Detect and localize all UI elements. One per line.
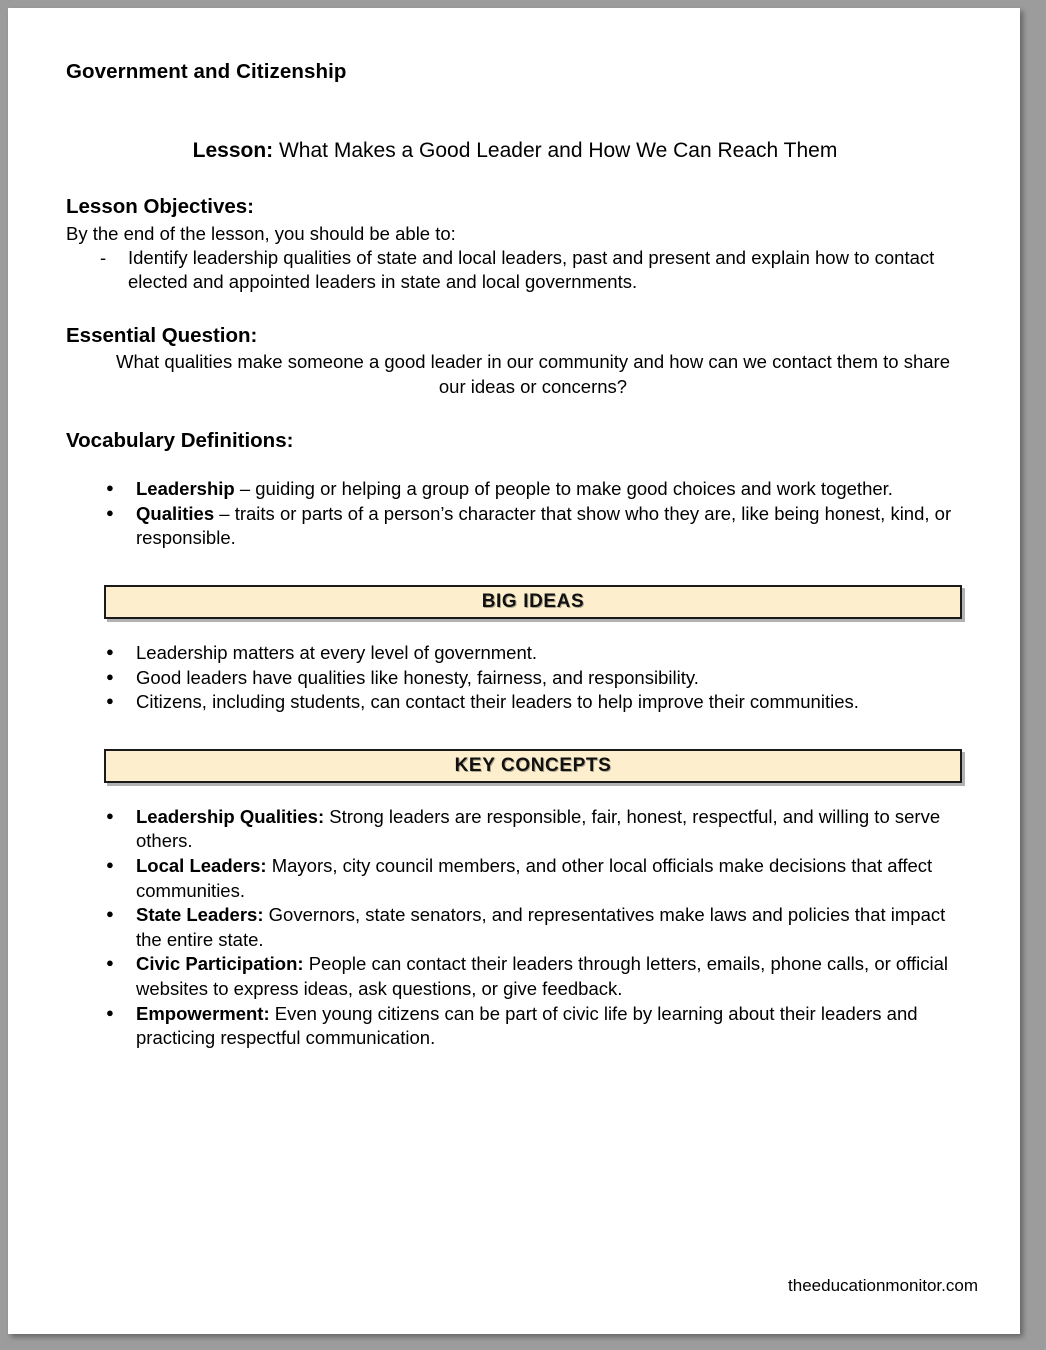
list-item (104, 805, 964, 854)
essential-question-heading: Essential Question: (66, 323, 258, 347)
key-concept-term: Leadership Qualities: (136, 805, 325, 827)
key-concept-definition: People can contact their leaders through letters, emails, phone calls, or official websites to express ideas, ask questions, or give feedback. (136, 953, 949, 999)
key-concepts-banner-label: KEY CONCEPTS (454, 754, 612, 776)
vocabulary-list (66, 477, 964, 551)
key-concepts-banner (104, 749, 962, 783)
vocabulary-term: Leadership (136, 478, 235, 500)
list-item: ● Citizens, including students, can contact their leaders to help improve their communities. (104, 690, 964, 715)
key-concept-term: Empowerment: (136, 1002, 270, 1024)
lesson-title-text: What Makes a Good Leader and How We Can Reach Them (273, 138, 838, 162)
key-concepts-list (66, 805, 964, 1051)
lesson-objectives-heading: Lesson Objectives: (66, 194, 254, 218)
essential-question-text: What qualities make someone a good leader in our community and how can we contact them to share our ideas or concerns? (116, 351, 950, 397)
list-item (104, 1002, 964, 1051)
lesson-title-line (66, 137, 964, 164)
key-concept-term: Local Leaders: (136, 854, 267, 876)
list-item (104, 477, 964, 502)
list-item (104, 854, 964, 903)
vocabulary-definition: – guiding or helping a group of people to make good choices and work together. (234, 478, 893, 500)
lesson-objectives-intro: By the end of the lesson, you should be able to: (66, 222, 456, 244)
page-content (8, 8, 1020, 1334)
list-item: - Identify leadership qualities of state and local leaders, past and present and explain how to contact elected and appointed leaders in state and local governments. (96, 246, 964, 295)
big-ideas-banner-label: BIG IDEAS (481, 590, 585, 612)
document-page (8, 8, 1020, 1334)
key-concept-definition: Mayors, city council members, and other local officials make decisions that affect communities. (136, 854, 933, 901)
vocabulary-heading: Vocabulary Definitions: (66, 428, 294, 452)
document-title: Government and Citizenship (66, 60, 347, 83)
key-concept-definition: Strong leaders are responsible, fair, honest, respectful, and willing to serve others. (136, 805, 941, 852)
list-item: ● Leadership matters at every level of government. (104, 641, 964, 666)
list-item (104, 903, 964, 952)
vocabulary-term: Qualities (136, 502, 215, 524)
key-concept-term: State Leaders: (136, 904, 264, 926)
vocabulary-definition: – traits or parts of a person’s character that show who they are, like being honest, kind, or responsible. (136, 502, 952, 549)
lesson-label: Lesson: (192, 138, 274, 162)
list-item (104, 502, 964, 551)
list-item (104, 952, 964, 1001)
key-concept-term: Civic Participation: (136, 953, 304, 975)
big-ideas-list (66, 641, 964, 715)
lesson-objectives-list (66, 246, 964, 295)
list-item: ● Good leaders have qualities like honesty, fairness, and responsibility. (104, 666, 964, 691)
page-footer: theeducationmonitor.com (788, 1275, 978, 1295)
big-ideas-banner (104, 585, 962, 619)
key-concept-definition: Even young citizens can be part of civic life by learning about their leaders and practicing respectful communication. (136, 1002, 918, 1049)
key-concept-definition: Governors, state senators, and representatives make laws and policies that impact the entire state. (136, 904, 946, 950)
